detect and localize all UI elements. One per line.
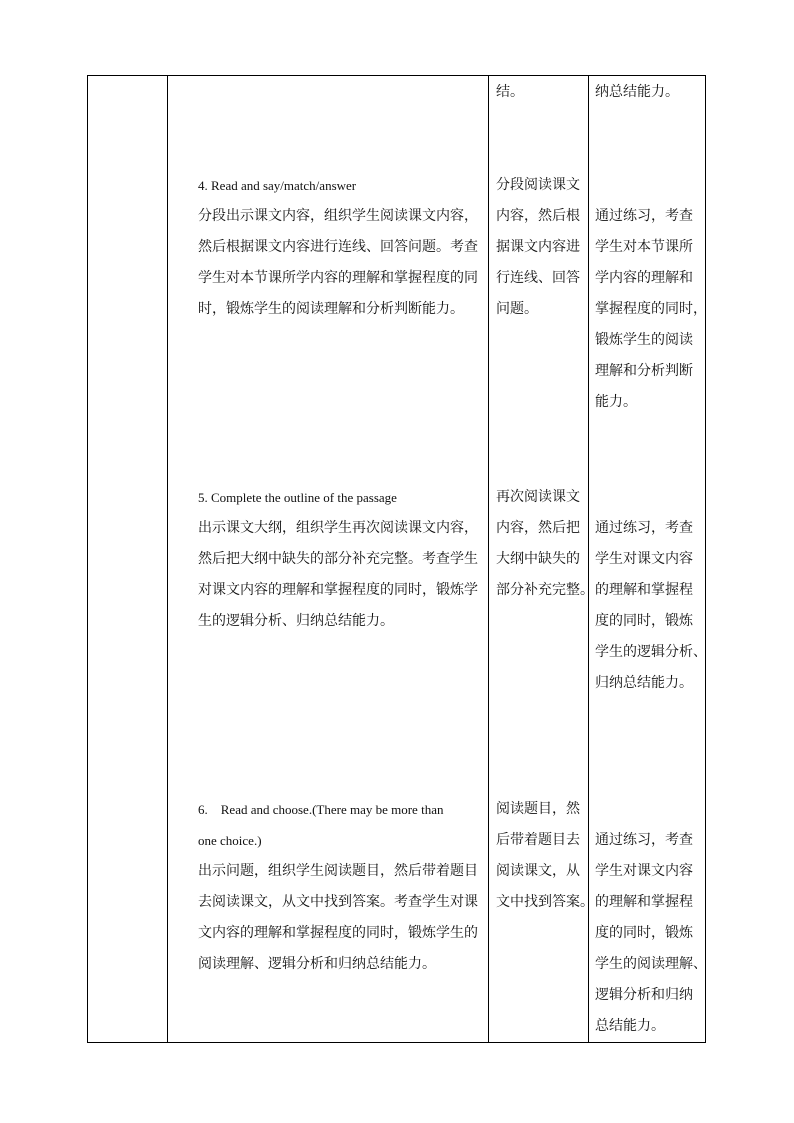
design-purpose-line: 总结能力。: [595, 1018, 665, 1034]
student-activity-line: 再次阅读课文: [496, 489, 580, 505]
column-divider-1: [167, 76, 168, 1042]
student-activity-line: 行连线、回答: [496, 270, 580, 286]
step-body-line: 文内容的理解和掌握程度的同时，锻炼学生的: [198, 925, 478, 941]
step-body-line: 阅读理解、逻辑分析和归纳总结能力。: [198, 956, 436, 972]
student-activity-line: 阅读课文，从: [496, 863, 580, 879]
student-activity-line: 内容，然后根: [496, 208, 580, 224]
design-purpose-line: 通过练习，考查: [595, 832, 693, 848]
design-purpose-line: 逻辑分析和归纳: [595, 987, 693, 1003]
step-title-continued: one choice.): [198, 833, 262, 848]
design-purpose-line: 掌握程度的同时，: [595, 301, 707, 317]
design-purpose-line: 学内容的理解和: [595, 270, 693, 286]
step-body-line: 学生对本节课所学内容的理解和掌握程度的同: [198, 270, 478, 286]
design-purpose-line: 纳总结能力。: [595, 84, 679, 100]
step-body-line: 对课文内容的理解和掌握程度的同时，锻炼学: [198, 582, 478, 598]
column-divider-2: [488, 76, 489, 1042]
student-activity-line: 结。: [496, 84, 524, 100]
step-body-line: 分段出示课文内容，组织学生阅读课文内容，: [198, 208, 478, 224]
step-body-line: 出示问题，组织学生阅读题目，然后带着题目: [198, 863, 478, 879]
design-purpose-line: 度的同时，锻炼: [595, 925, 693, 941]
design-purpose-line: 通过练习，考查: [595, 520, 693, 536]
step-body-line: 去阅读课文，从文中找到答案。考查学生对课: [198, 894, 478, 910]
design-purpose-line: 能力。: [595, 394, 637, 410]
student-activity-line: 问题。: [496, 301, 538, 317]
student-activity-line: 大纲中缺失的: [496, 551, 580, 567]
design-purpose-line: 学生对课文内容: [595, 551, 693, 567]
student-activity-line: 文中找到答案。: [496, 894, 594, 910]
step-body-line: 然后根据课文内容进行连线、回答问题。考查: [198, 239, 478, 255]
student-activity-line: 后带着题目去: [496, 832, 580, 848]
design-purpose-line: 度的同时，锻炼: [595, 613, 693, 629]
step-body-line: 然后把大纲中缺失的部分补充完整。考查学生: [198, 551, 478, 567]
student-activity-line: 部分补充完整。: [496, 582, 594, 598]
step-title: 6. Read and choose.(There may be more than: [198, 802, 444, 817]
step-body-line: 生的逻辑分析、归纳总结能力。: [198, 613, 394, 629]
step-title: 4. Read and say/match/answer: [198, 178, 357, 193]
design-purpose-line: 锻炼学生的阅读: [595, 332, 693, 348]
design-purpose-line: 理解和分析判断: [595, 363, 693, 379]
design-purpose-line: 归纳总结能力。: [595, 675, 693, 691]
student-activity-line: 据课文内容进: [496, 239, 580, 255]
student-activity-line: 阅读题目，然: [496, 801, 580, 817]
design-purpose-line: 通过练习，考查: [595, 208, 693, 224]
student-activity-line: 分段阅读课文: [496, 177, 580, 193]
student-activity-line: 内容，然后把: [496, 520, 580, 536]
design-purpose-line: 的理解和掌握程: [595, 894, 693, 910]
design-purpose-line: 的理解和掌握程: [595, 582, 693, 598]
design-purpose-line: 学生对本节课所: [595, 239, 693, 255]
step-body-line: 时，锻炼学生的阅读理解和分析判断能力。: [198, 301, 464, 317]
design-purpose-line: 学生的逻辑分析、: [595, 644, 707, 660]
step-title: 5. Complete the outline of the passage: [198, 490, 397, 505]
step-body-line: 出示课文大纲，组织学生再次阅读课文内容，: [198, 520, 478, 536]
design-purpose-line: 学生的阅读理解、: [595, 956, 707, 972]
design-purpose-line: 学生对课文内容: [595, 863, 693, 879]
